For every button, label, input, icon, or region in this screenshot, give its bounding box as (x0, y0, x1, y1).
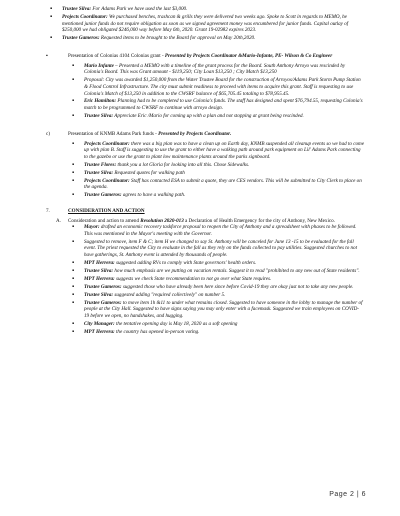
list-item: ▪ Suggested to remove, item F & C; item H we changed to say St. Anthony will be canceled for June 13 -15 to be evaluated for the fall event. The priest requested the City to evaluate in the fall as they rely on the funds collected to pay utilities. Suggested churches to not have gatherings, St. Anthony event is attended by thousands of people. (68, 239, 364, 259)
list-item: ▪ Mayor: drafted an economic recovery taskforce proposal to reopen the City of Anthony and a spreadsheet with phases to be followed. This was mentioned in the Mayor's meeting with the Governor. (68, 224, 364, 237)
knmb-heading: c) Presentation of KNMB Adams Park funds - Presented by Projects Coordinator. (46, 131, 232, 138)
list-item: ▪ City Manager: the tentative opening day is May 18, 2020 as a soft opening (68, 321, 364, 328)
list-item: ▪ Mario Infante – Presented a MEMO with a timeline of the grant process for the Board. South Anthony Arroyo was rescinded by Colonia's Board. This was Grant amount - $119,250; City Loan $13,250 ; City Match $13,250 (68, 63, 364, 76)
list-item: ▪ Trustee Silva: For Adams Park we have used the last $3,000. (46, 6, 364, 13)
page-number: Page 2 | 6 (329, 491, 366, 498)
list-item: ▪ Projects Coordinator: We purchased benches, trashcan & grills they were delivered two weeks ago. Spoke to Scott in regards to MEMO, he mentioned junior funds do not require obligation as soon as we signed agreement money was encumbered for junior funds. Capital outlay of $250,000 we had obligated $246,000 way before May 6th, 2020. Grant 19-02982 expires 2023. (46, 14, 364, 34)
colonias-section (46, 53, 364, 120)
list-item: ▪ Eric Hamilton: Planning had to be completed to use Colonia's funds. The staff has designed and spent $76,794.55, requesting Colonia's match to be programmed to CWSRF to continue with arroyo design. (68, 98, 364, 111)
adams-park-notes (46, 6, 364, 42)
list-item: ▪ MPT Herrera: suggested adding RVs to comply with State governors' health orders. (68, 260, 364, 267)
section-heading: 7. CONSIDERATION AND ACTION (46, 207, 145, 214)
list-item: ▪ Trustee Flores: thank you a lot Gloria for looking into all this. Chose Sidewalks. (68, 162, 364, 169)
list-item: ▪ Trustee Silva: Requested quotes for walking path (68, 170, 364, 177)
list-item: ▪ MPT Herrera: the country has opened in-person voting. (68, 329, 364, 336)
list-item: ▪ Trustee Gameros: to move item 1h &11 to under what remains closed. Suggested to have someone in the lobby to manage the number of people at the City Hall. Suggested to have signs saying you may only enter with a facemask. Suggested we train employees on COVID-19 before we open, no handshakes, and hugging. (68, 300, 364, 320)
list-item: ▪ Trustee Silva: suggested adding "required collectively" on number 5. (68, 292, 364, 299)
list-item: ▪ Projects Coordinator: Staff has contacted ESA to submit a quote, they are CES vendors. This will be submitted to City Clerk to place on the agenda. (68, 178, 364, 191)
list-item: ▪ Trustee Silva: how much emphasis are we putting on vacation rentals. Suggest it to read "prohibited to any new out of State residents". (68, 268, 364, 275)
list-item: ▪ Trustee Gameros: suggested those who have already been here since before Covid-19 they are okay just not to take any new people. (68, 284, 364, 291)
list-item: ▪ Trustee Gameros: agrees to have a walking path. (68, 192, 364, 199)
list-item: ▪ Trustee Gameros: Requested items to be brought to the Board for approval on May 20th,2020. (46, 35, 364, 42)
agenda-item: A. Consideration and action to amend Resolution 2020-013 a Declaration of Health Emergency for the city of Anthony, New Mexico. (56, 217, 335, 224)
list-item: ▪ Trustee Silva: Appreciate Eric /Mario for coming up with a plan and not stopping at grant being rescinded. (68, 113, 364, 120)
list-item: ▪ MPT Herrera: suggests we check State recommendation to not go over what State requires. (68, 276, 364, 283)
knmb-section (46, 131, 364, 199)
colonias-heading: ▪ Presentation of Colonias 4104 Colonias grant - Presented by Projects Coordinator &Mario-Infante, PE- Wilson & Co Engineer (46, 53, 333, 60)
consideration-section (46, 208, 364, 336)
list-item: ▪ Proposal: City was awarded $1,250,000 from the Water Trustee Board for the construction of Arroyos/Adams Park Storm Pump Station & Flood Control Infrastructure. The city must submit readiness to proceed with items to acquire this grant. Staff is requesting to use Colonia's Match of $13,250 in addition to the CWSRF balance of $65,705.45 totaling to $78,955.45. (68, 77, 364, 97)
list-item: ▪ Projects Coordinator: there was a big plan was to have a clean up on Earth day, KNMB suspended all cleanup events so we had to come up with plan B. Staff is suggesting to use the grant to either have a walking path around park equipment on Lil' Adams Park connecting to the gazebo or use the grant to plant low maintenance plants around the parks signboard. (68, 141, 364, 161)
